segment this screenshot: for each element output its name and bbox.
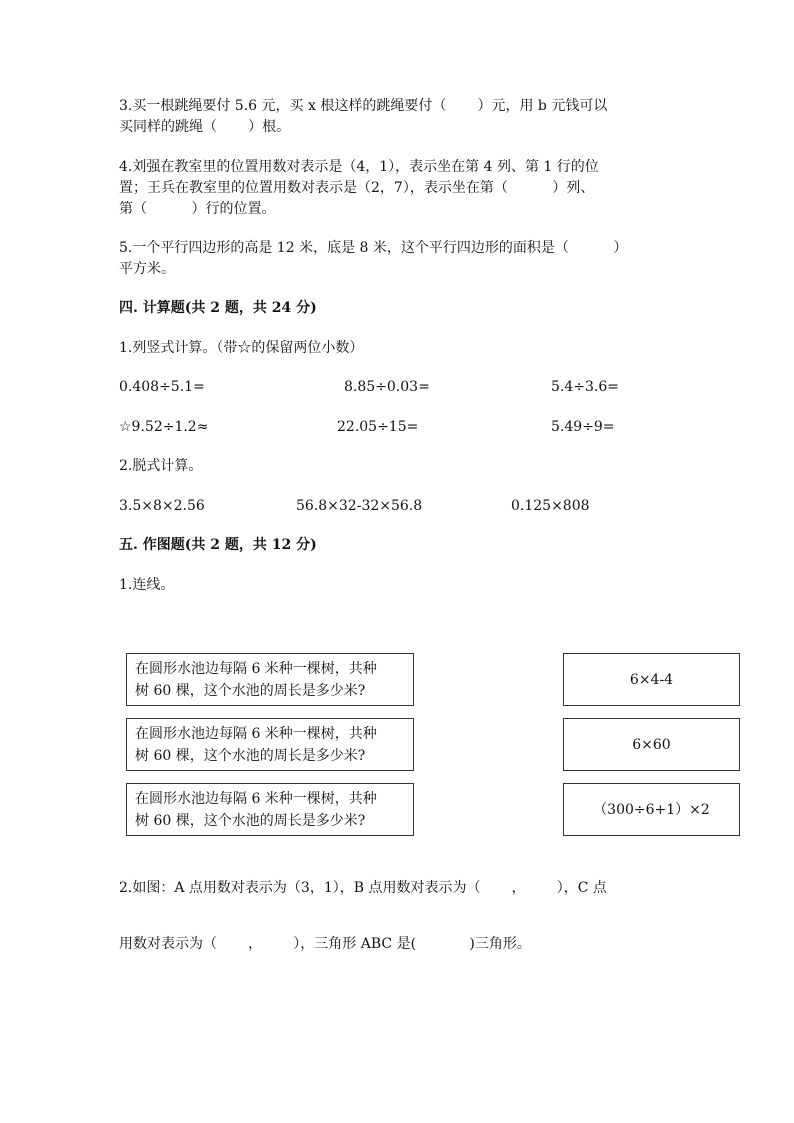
section-4-q2-title: 2.脱式计算。 [119,458,203,474]
match-left-line: 在圆形水池边每隔 6 米种一棵树，共种 [135,661,377,677]
section-4-title: 四. 计算题(共 2 题，共 24 分) [119,300,317,316]
match-left-line: 树 60 棵，这个水池的周长是多少米? [135,813,366,829]
calc-item: 56.8×32-32×56.8 [296,498,423,514]
section-5-q1-title: 1.连线。 [119,577,175,593]
calc-item: 0.408÷5.1= [119,379,205,395]
match-left-line: 在圆形水池边每隔 6 米种一棵树，共种 [135,791,377,807]
calc-item: 3.5×8×2.56 [119,498,205,514]
match-right-box[interactable] [563,783,740,836]
q5-line-2: 平方米。 [119,261,175,277]
calc-item: 5.4÷3.6= [551,379,619,395]
q4-line-3: 第（ ）行的位置。 [119,201,276,217]
match-left-line: 树 60 棵，这个水池的周长是多少米? [135,748,366,764]
calc-item: 5.49÷9= [551,419,615,435]
match-right-box[interactable] [563,718,740,771]
calc-item: 0.125×808 [511,498,590,514]
calc-item: 8.85÷0.03= [344,379,430,395]
section-5-q2-line-1: 2.如图：A 点用数对表示为（3，1），B 点用数对表示为（ ， ），C 点 [119,880,607,896]
calc-item: 22.05÷15= [337,419,419,435]
section-5-title: 五. 作图题(共 2 题，共 12 分) [119,537,317,553]
q4-line-1: 4.刘强在教室里的位置用数对表示是（4，1），表示坐在第 4 列、第 1 行的位 [119,159,599,175]
match-left-box[interactable] [126,718,414,771]
q5-line-1: 5.一个平行四边形的高是 12 米，底是 8 米，这个平行四边形的面积是（ ） [119,240,628,256]
match-left-line: 树 60 棵，这个水池的周长是多少米? [135,683,366,699]
q3-line-1: 3.买一根跳绳要付 5.6 元，买 x 根这样的跳绳要付（ ）元，用 b 元钱可以 [119,98,608,114]
q3-line-2: 买同样的跳绳（ ）根。 [119,119,291,135]
section-4-q1-title: 1.列竖式计算。（带☆的保留两位小数） [119,340,364,356]
section-5-q2-line-2: 用数对表示为（ ， ），三角形 ABC 是( )三角形。 [119,936,531,952]
calc-item: ☆9.52÷1.2≈ [119,419,209,435]
match-left-line: 在圆形水池边每隔 6 米种一棵树，共种 [135,726,377,742]
match-right-expression: 6×60 [632,736,671,753]
match-right-expression: 6×4-4 [629,671,674,688]
match-left-box[interactable] [126,653,414,706]
match-right-box[interactable] [563,653,740,706]
q4-line-2: 置；王兵在教室里的位置用数对表示是（2，7），表示坐在第（ ）列、 [119,180,595,196]
match-left-box[interactable] [126,783,414,836]
match-right-expression: （300÷6+1）×2 [593,801,710,818]
